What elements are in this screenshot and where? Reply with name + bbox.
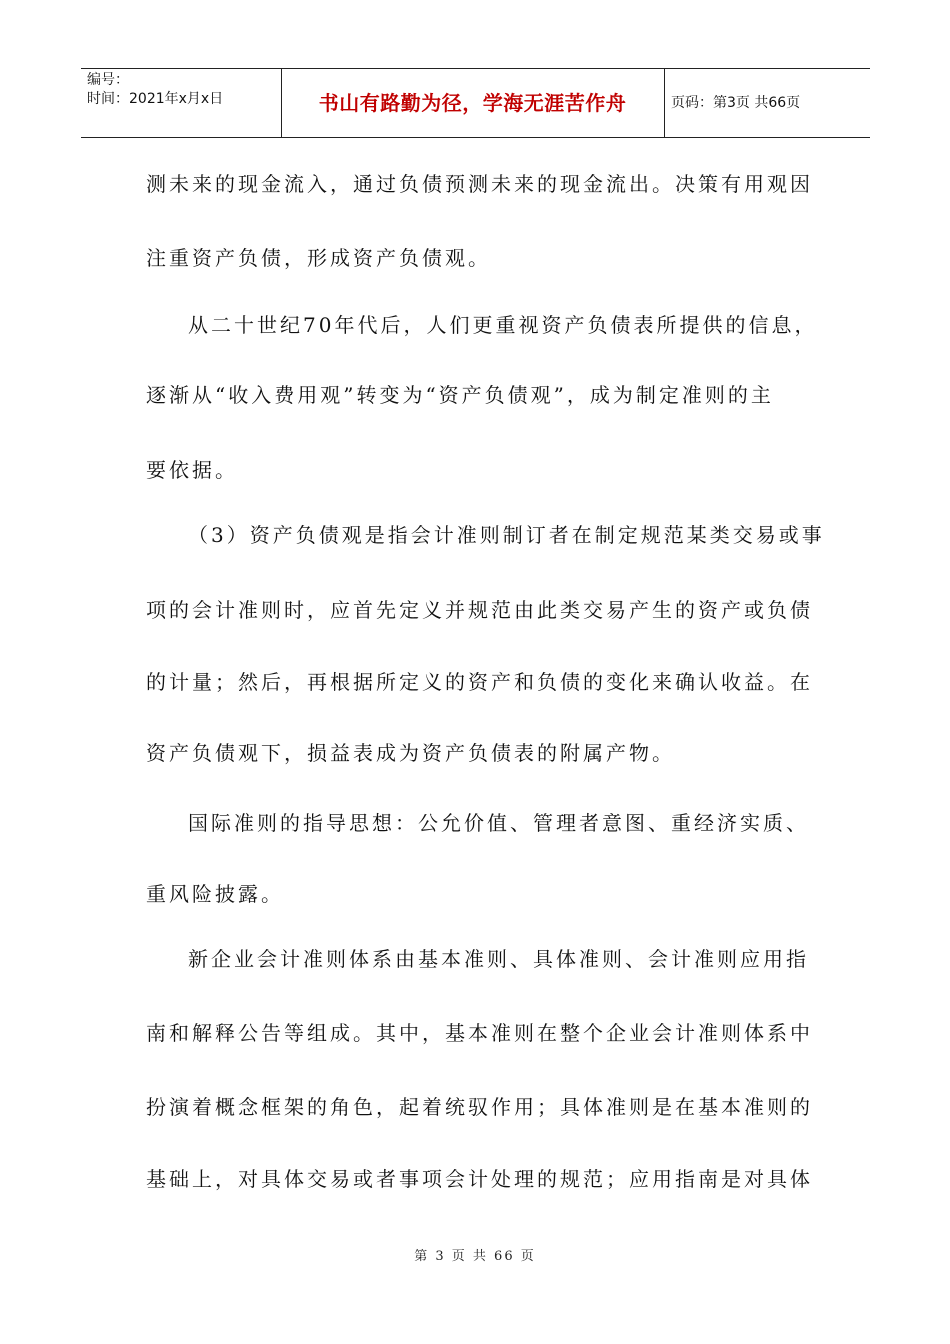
text-line: 资产负债观下，损益表成为资产负债表的附属产物。 — [146, 741, 675, 765]
text-line: 要依据。 — [146, 458, 238, 482]
text-line: （3）资产负债观是指会计准则制订者在制定规范某类交易或事 — [188, 523, 825, 547]
page-header — [81, 68, 870, 138]
header-page-info: 页码：第3页 共66页 — [671, 95, 801, 111]
text-line: 国际准则的指导思想：公允价值、管理者意图、重经济实质、 — [188, 811, 809, 835]
text-line: 项的会计准则时，应首先定义并规范由此类交易产生的资产或负债 — [146, 598, 813, 622]
text-line: 扮演着概念框架的角色，起着统驭作用；具体准则是在基本准则的 — [146, 1095, 813, 1119]
header-motto: 书山有路勤为径，学海无涯苦作舟 — [318, 91, 627, 115]
text-line: 南和解释公告等组成。其中，基本准则在整个企业会计准则体系中 — [146, 1021, 813, 1045]
text-line: 基础上，对具体交易或者事项会计处理的规范；应用指南是对具体 — [146, 1167, 813, 1191]
text-line: 逐渐从“收入费用观”转变为“资产负债观”，成为制定准则的主 — [146, 383, 774, 407]
text-line: 重风险披露。 — [146, 882, 284, 906]
text-line: 测未来的现金流入，通过负债预测未来的现金流出。决策有用观因 — [146, 172, 813, 196]
text-line: 从二十世纪70年代后，人们更重视资产负债表所提供的信息， — [188, 313, 818, 337]
header-meta — [81, 69, 281, 137]
page-footer: 第 3 页 共 66 页 — [414, 1249, 536, 1264]
document-number-label: 编号： — [87, 72, 129, 88]
text-line: 新企业会计准则体系由基本准则、具体准则、会计准则应用指 — [188, 947, 809, 971]
document-date-label: 时间：2021年x月x日 — [87, 91, 224, 107]
text-line: 的计量；然后，再根据所定义的资产和负债的变化来确认收益。在 — [146, 670, 813, 694]
text-line: 注重资产负债，形成资产负债观。 — [146, 246, 491, 270]
